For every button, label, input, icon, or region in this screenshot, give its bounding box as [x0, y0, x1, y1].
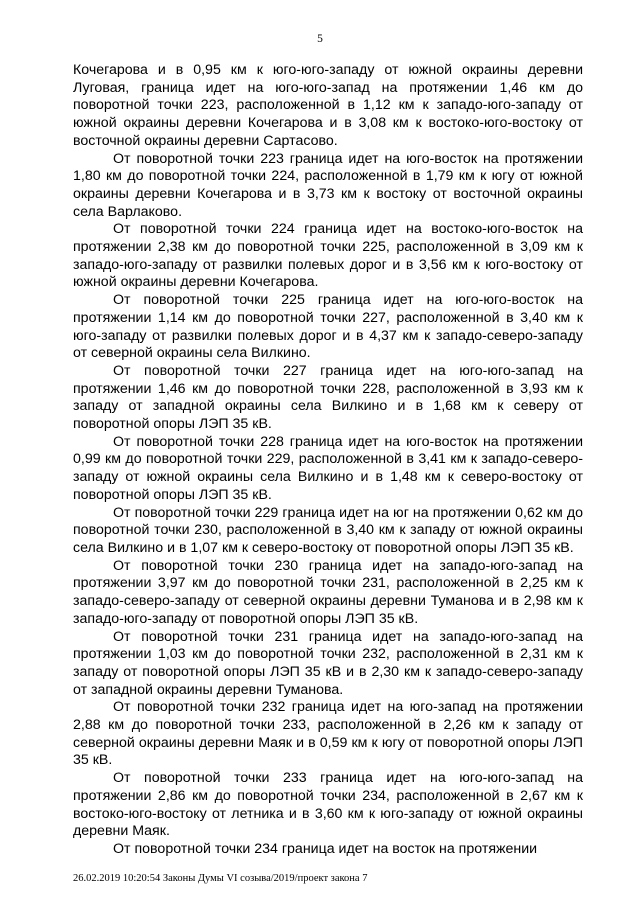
document-body: [73, 62, 583, 859]
paragraph: От поворотной точки 225 граница идет на юго-юго-восток на протяжении 1,14 км до поворотной точки 227, расположенной в 3,40 км к юго-западу от развилки полевых дорог и в 4,37 км к западо-северо-западу от северной окраины села Вилкино.: [73, 292, 583, 362]
page-number: 5: [317, 33, 323, 45]
paragraph: От поворотной точки 229 граница идет на юг на протяжении 0,62 км до поворотной точки 230, расположенной в 3,40 км к западу от южной окраины села Вилкино и в 1,07 км к северо-востоку от поворотной опоры ЛЭП 35 кВ.: [73, 504, 583, 556]
paragraph: От поворотной точки 231 граница идет на западо-юго-запад на протяжении 1,03 км до поворотной точки 232, расположенной в 2,31 км к западу от поворотной опоры ЛЭП 35 кВ и в 2,30 км к западо-северо-западу от западной окраины деревни Туманова.: [73, 628, 583, 698]
paragraph: Кочегарова и в 0,95 км к юго-юго-западу от южной окраины деревни Луговая, граница идет на юго-юго-запад на протяжении 1,46 км до поворотной точки 223, расположенной в 1,12 км к западо-юго-западу от южной окраины деревни Кочегарова и в 3,08 км к востоко-юго-востоку от восточной окраины деревни Сартасово.: [73, 62, 583, 149]
paragraph: От поворотной точки 234 граница идет на восток на протяжении: [113, 840, 538, 857]
paragraph: От поворотной точки 232 граница идет на юго-запад на протяжении 2,88 км до поворотной точки 233, расположенной в 2,26 км к западу от северной окраины деревни Маяк и в 0,59 км к югу от поворотной опоры ЛЭП 35 кВ.: [73, 699, 583, 769]
paragraph: От поворотной точки 224 граница идет на востоко-юго-восток на протяжении 2,38 км до поворотной точки 225, расположенной в 3,09 км к западо-юго-западу от развилки полевых дорог и в 3,56 км к юго-востоку от южной окраины деревни Кочегарова.: [73, 221, 583, 291]
paragraph: От поворотной точки 227 граница идет на юго-юго-запад на протяжении 1,46 км до поворотной точки 228, расположенной в 3,93 км к западу от западной окраины села Вилкино и в 1,68 км к северу от поворотной опоры ЛЭП 35 кВ.: [73, 362, 583, 433]
paragraph: От поворотной точки 223 граница идет на юго-восток на протяжении 1,80 км до поворотной точки 224, расположенной в 1,79 км к югу от южной окраины деревни Кочегарова и в 3,73 км к востоку от восточной окраины села Варлаково.: [73, 150, 583, 220]
paragraph: От поворотной точки 228 граница идет на юго-восток на протяжении 0,99 км до поворотной точки 229, расположенной в 3,41 км к западо-северо-западу от южной окраины села Вилкино и в 1,48 км к северо-востоку от поворотной опоры ЛЭП 35 кВ.: [73, 433, 583, 503]
document-footer: 26.02.2019 10:20:54 Законы Думы VI созыва/2019/проект закона 7: [73, 873, 368, 884]
paragraph: От поворотной точки 230 граница идет на западо-юго-запад на протяжении 3,97 км до поворотной точки 231, расположенной в 2,25 км к западо-северо-западу от северной окраины деревни Туманова и в 2,98 км к западо-юго-западу от поворотной опоры ЛЭП 35 кВ.: [73, 557, 583, 627]
paragraph: От поворотной точки 233 граница идет на юго-юго-запад на протяжении 2,86 км до поворотной точки 234, расположенной в 2,67 км к востоко-юго-востоку от летника и в 3,60 км к юго-западу от южной окраины деревни Маяк.: [73, 770, 583, 840]
